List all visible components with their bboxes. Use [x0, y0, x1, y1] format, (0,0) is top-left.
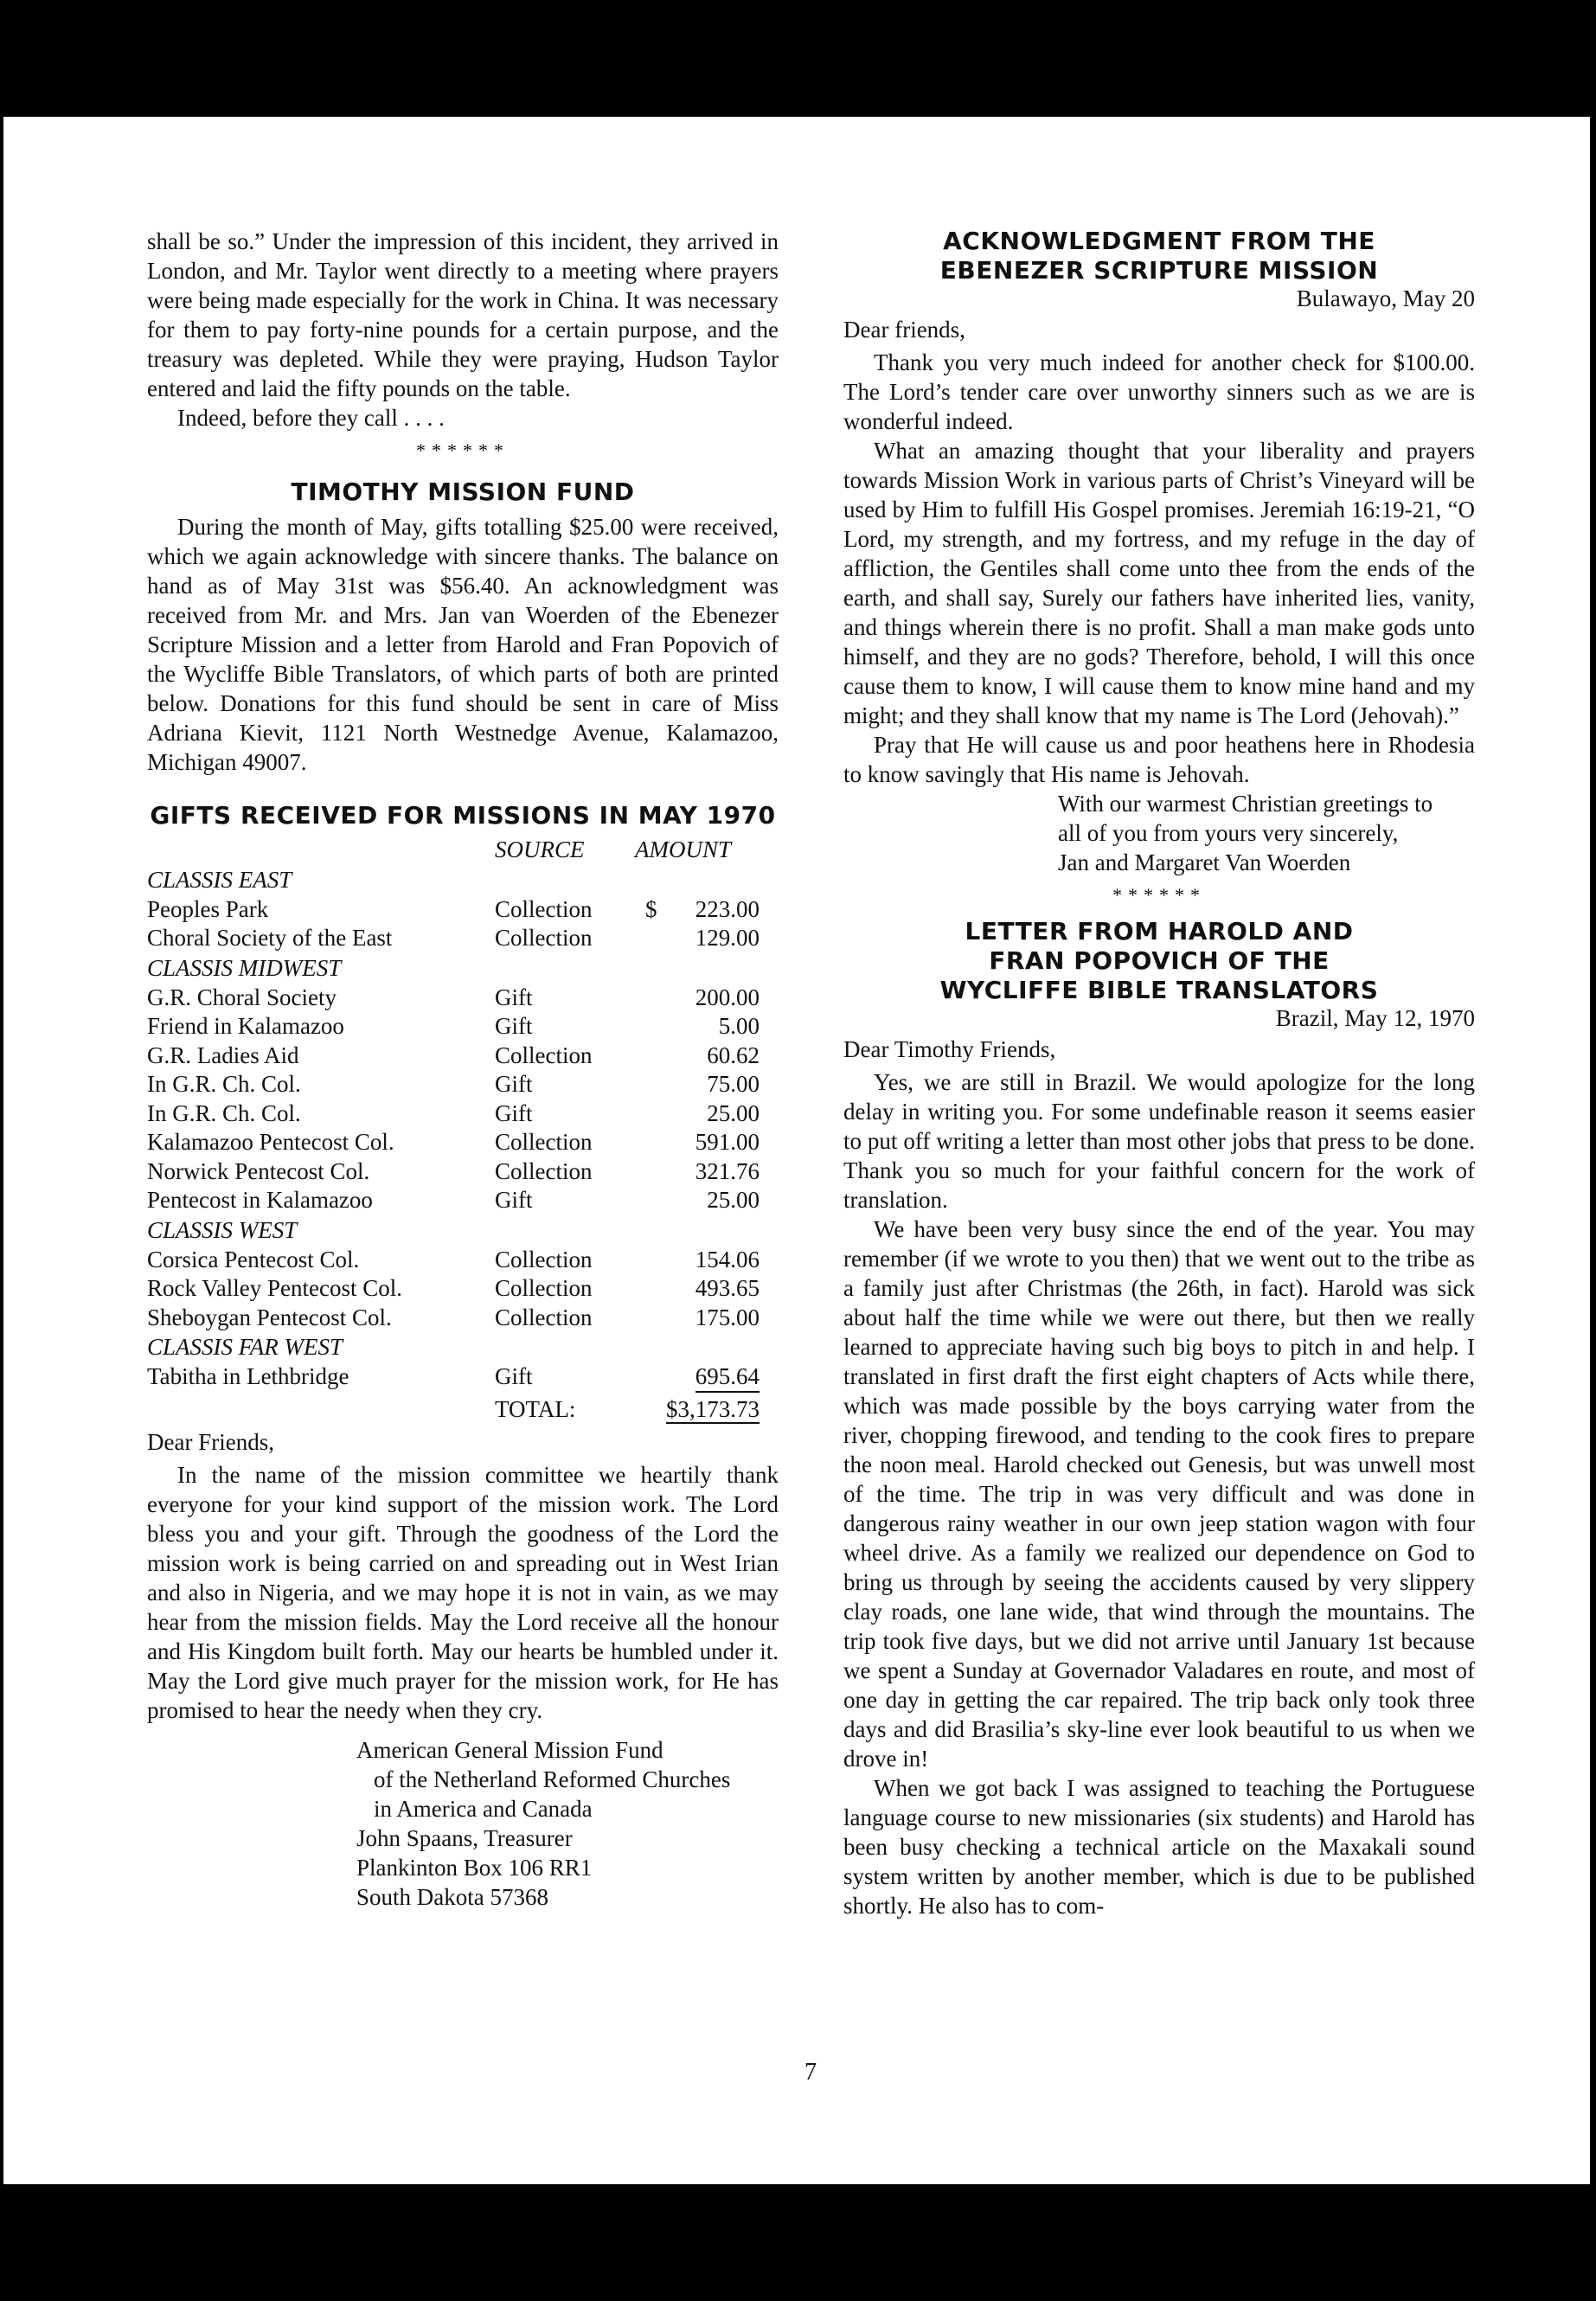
section-divider: ******	[1112, 884, 1206, 906]
source-column-header: SOURCE	[495, 836, 585, 862]
popovich-paragraph: When we got back I was assigned to teaching the Portuguese language course to new missionaries (six students) and Harold has been busy checking a technical article on the Maxakali sound system written by another member, which is due to be published shortly. He also has to com-	[843, 1775, 1475, 1919]
letter-salutation: Dear Friends,	[147, 1429, 274, 1455]
ack-heading-line: ACKNOWLEDGMENT FROM THE	[943, 227, 1375, 255]
scan-left-edge	[0, 117, 3, 2301]
popovich-heading-line: FRAN POPOVICH OF THE	[989, 946, 1330, 975]
table-row: Kalamazoo Pentecost Col. Collection 591.00	[147, 1129, 760, 1155]
intro-paragraph: Indeed, before they call . . . .	[177, 405, 445, 431]
table-row: Pentecost in Kalamazoo Gift 25.00	[147, 1187, 760, 1213]
table-row: Corsica Pentecost Col. Collection 154.06	[147, 1246, 760, 1272]
left-column	[147, 227, 779, 1912]
total-label: TOTAL:	[495, 1395, 576, 1422]
intro-paragraph: shall be so.” Under the impression of this incident, they arrived in London, and Mr. Taylor went directly to a meeting where prayers were being made especially for the work in China. It was necessary for them to pay forty-nine pounds for a certain purpose, and the treasury was depleted. While they were praying, Hudson Taylor entered and laid the fifty pounds on the table.	[147, 228, 779, 401]
ack-closing: With our warmest Christian greetings to all of you from yours very sincerely, Jan and Margaret Van Woerden	[1058, 791, 1433, 875]
timothy-fund-body: During the month of May, gifts totalling $25.00 were received, which we again acknowledge with sincere thanks. The balance on hand as of May 31st was $56.40. An acknowledgment was received from Mr. and Mrs. Jan van Woerden of the Ebenezer Scripture Mission and a letter from Harold and Fran Popovich of the Wycliffe Bible Translators, of which parts of both are printed below. Donations for this fund should be sent in care of Miss Adriana Kievit, 1121 North Westnedge Avenue, Kalamazoo, Michigan 49007.	[147, 514, 779, 775]
popovich-salutation: Dear Timothy Friends,	[843, 1036, 1056, 1062]
scan-bottom-border	[0, 2187, 1596, 2301]
ack-dateline: Bulawayo, May 20	[1296, 285, 1475, 311]
classis-heading: CLASSIS EAST	[147, 866, 292, 893]
table-row: Peoples Park Collection $ 223.00	[147, 895, 779, 925]
popovich-heading-line: WYCLIFFE BIBLE TRANSLATORS	[939, 976, 1379, 1004]
letter-signature: American General Mission Fund of the Netherland Reformed Churches in America and Canada John Spaans, Treasurer Plankinton Box 106 RR1 South Dakota 57368	[356, 1737, 731, 1910]
ack-salutation: Dear friends,	[843, 317, 965, 343]
popovich-paragraph: We have been very busy since the end of the year. You may remember (if we wrote to you then) that we went out to the tribe as a family just after Christmas (the 26th, in fact). Harold was sick about half the time while we were out there, but then we really learned to appreciate having such big boys to pitch in and help. I translated in first draft the first eight chapters of Acts while there, which was made possible by the boys carrying water from the river, chopping firewood, and tending to the cook fires to prepare the noon meal. Harold checked out Genesis, but was unwell most of the time. The trip in was very difficult and was done in dangerous rainy weather in our own jeep station wagon with four wheel drive. As a family we realized our dependence on God to bring us through by seeing the accidents caused by very slippery clay roads, one lane wide, that wind through the mountains. The trip took five days, but we did not arrive until January 1st because we spent a Sunday at Governador Valadares en route, and most of one day in getting the car repaired. The trip back only took three days and did Brasilia’s sky-line ever look beautiful to us when we drove in!	[843, 1216, 1475, 1772]
total-amount: $3,173.73	[666, 1395, 760, 1422]
popovich-heading-line: LETTER FROM HAROLD AND	[965, 917, 1354, 945]
classis-heading: CLASSIS MIDWEST	[147, 954, 342, 981]
table-row: G.R. Ladies Aid Collection 60.62	[147, 1042, 760, 1068]
table-row: In G.R. Ch. Col. Gift 75.00	[147, 1071, 760, 1097]
ack-paragraph: Pray that He will cause us and poor heathens here in Rhodesia to know savingly that His name is Jehovah.	[843, 732, 1475, 787]
table-row: Choral Society of the East Collection 129.00	[147, 925, 760, 951]
page-number: 7	[804, 2059, 817, 2086]
classis-heading: CLASSIS FAR WEST	[147, 1334, 343, 1360]
popovich-dateline: Brazil, May 12, 1970	[1275, 1005, 1475, 1031]
total-row	[147, 1395, 779, 1425]
amount-column-header: AMOUNT	[635, 836, 732, 862]
scan-top-border	[0, 0, 1596, 117]
table-row: Friend in Kalamazoo Gift 5.00	[147, 1013, 760, 1039]
gifts-table	[147, 836, 779, 1424]
classis-heading: CLASSIS WEST	[147, 1216, 298, 1243]
ack-paragraph: Thank you very much indeed for another check for $100.00. The Lord’s tender care over unworthy sinners such as we are is wonderful indeed.	[843, 349, 1475, 434]
table-row: G.R. Choral Society Gift 200.00	[147, 984, 760, 1010]
table-row: Sheboygan Pentecost Col. Collection 175.00	[147, 1304, 760, 1330]
table-row: In G.R. Ch. Col. Gift 25.00	[147, 1099, 760, 1126]
timothy-fund-heading: TIMOTHY MISSION FUND	[291, 478, 635, 506]
ack-heading-line: EBENEZER SCRIPTURE MISSION	[939, 256, 1379, 285]
table-row: Tabitha in Lethbridge Gift 695.64	[147, 1362, 779, 1392]
gifts-heading: GIFTS RECEIVED FOR MISSIONS IN MAY 1970	[150, 801, 776, 830]
table-row: Norwick Pentecost Col. Collection 321.76	[147, 1157, 760, 1184]
scan-right-border	[1590, 117, 1596, 2301]
ack-paragraph: What an amazing thought that your liberality and prayers towards Mission Work in various parts of Christ’s Vineyard will be used by Him to fulfill His Gospel promises. Jeremiah 16:19-21, “O Lord, my strength, and my fortress, and my refuge in the day of affliction, the Gentiles shall come unto thee from the ends of the earth, and shall say, Surely our fathers have inherited lies, vanity, and things wherein there is no profit. Shall a man make gods unto himself, and they are no gods? Therefore, behold, I will this once cause them to know, I will cause them to know mine hand and my might; and they shall know that my name is The Lord (Jehovah).”	[843, 438, 1475, 728]
section-divider: ******	[416, 439, 510, 461]
table-row: Rock Valley Pentecost Col. Collection 493.65	[147, 1275, 760, 1301]
popovich-paragraph: Yes, we are still in Brazil. We would apologize for the long delay in writing you. For some undefinable reason it seems easier to put off writing a letter than most other jobs that press to be done. Thank you so much for your faithful concern for the work of translation.	[843, 1069, 1475, 1213]
right-column	[843, 227, 1475, 1920]
gifts-table-header	[147, 836, 779, 865]
dollar-sign: $	[645, 895, 657, 922]
letter-body: In the name of the mission committee we heartily thank everyone for your kind support of the mission work. The Lord bless you and your gift. Through the goodness of the Lord the mission work is being carried on and spreading out in West Irian and also in Nigeria, and we may hope it is not in vain, as we may hear from the mission fields. May the Lord receive all the honour and His Kingdom built forth. May our hearts be humbled under it. May the Lord give much prayer for the mission work, for He has promised to hear the needy when they cry.	[147, 1462, 779, 1723]
